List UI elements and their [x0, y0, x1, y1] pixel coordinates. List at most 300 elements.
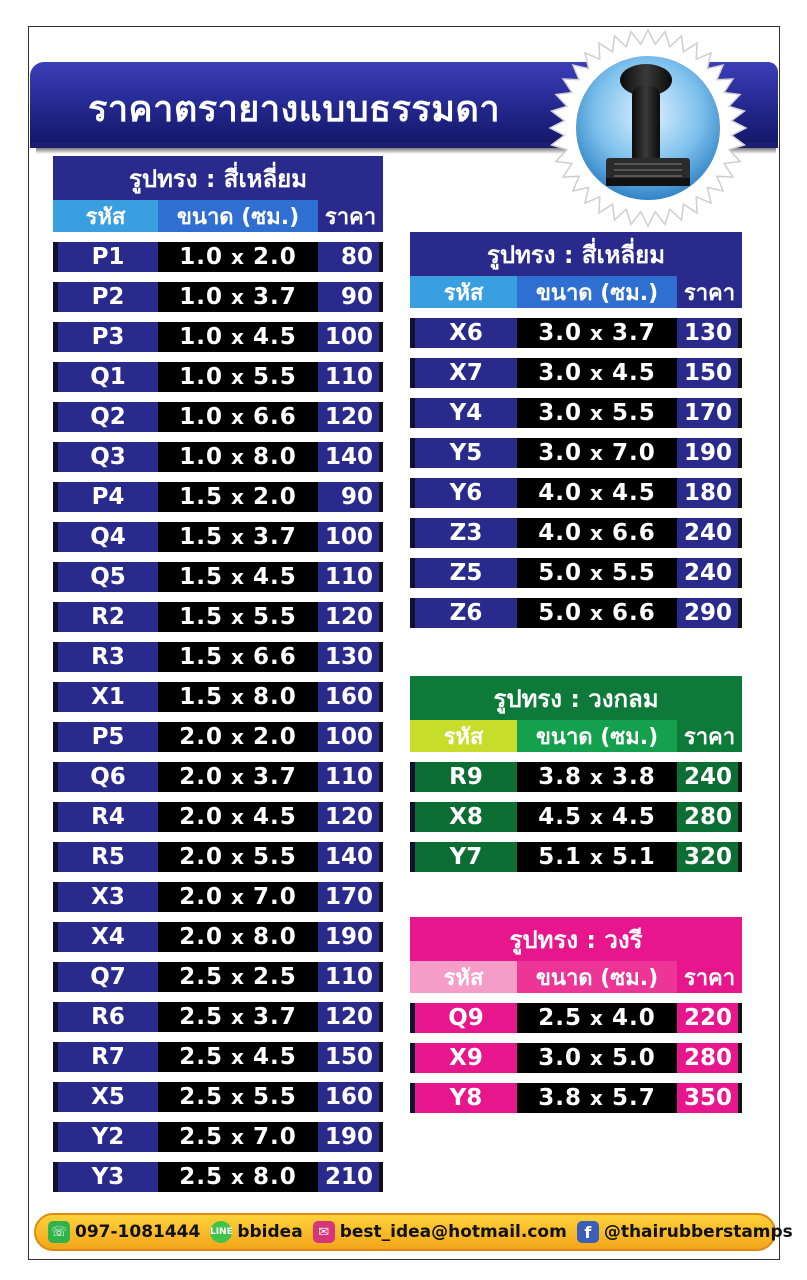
table-row [410, 398, 742, 428]
size-height: 5.1 [611, 844, 656, 870]
facebook-icon: f [577, 1221, 599, 1243]
size-separator: x [590, 401, 604, 425]
header-size: ขนาด (ซม.) [517, 961, 677, 993]
row-size [158, 402, 318, 432]
row-price: 190 [318, 922, 383, 952]
row-size [158, 922, 318, 952]
row-size [158, 882, 318, 912]
size-separator: x [231, 1125, 245, 1149]
row-size [517, 478, 677, 508]
table-title: รูปทรง : สี่เหลี่ยม [53, 156, 383, 200]
size-separator: x [231, 565, 245, 589]
size-width: 2.5 [179, 964, 224, 990]
row-code: P4 [53, 482, 158, 512]
size-height: 4.5 [252, 564, 297, 590]
size-height: 7.0 [252, 884, 297, 910]
size-width: 2.5 [179, 1164, 224, 1190]
size-height: 3.7 [252, 284, 297, 310]
row-size [158, 442, 318, 472]
row-price: 110 [318, 962, 383, 992]
size-width: 1.0 [179, 324, 224, 350]
size-width: 1.0 [179, 404, 224, 430]
table-row [410, 518, 742, 548]
header-price: ราคา [677, 961, 742, 993]
size-separator: x [231, 485, 245, 509]
row-price: 190 [318, 1122, 383, 1152]
header-size: ขนาด (ซม.) [158, 200, 318, 232]
table-row [53, 442, 383, 472]
size-height: 2.0 [252, 244, 297, 270]
row-price: 130 [318, 642, 383, 672]
size-height: 2.5 [252, 964, 297, 990]
size-height: 3.7 [611, 320, 656, 346]
row-size [158, 1122, 318, 1152]
size-height: 3.7 [252, 764, 297, 790]
size-width: 1.0 [179, 284, 224, 310]
row-size [158, 802, 318, 832]
size-separator: x [590, 765, 604, 789]
table-title: รูปทรง : วงรี [410, 917, 742, 961]
row-code: R4 [53, 802, 158, 832]
facebook-handle: @thairubberstamps [603, 1222, 793, 1242]
row-size [158, 1042, 318, 1072]
row-code: Q7 [53, 962, 158, 992]
email-address: best_idea@hotmail.com [339, 1222, 567, 1242]
row-code: P2 [53, 282, 158, 312]
size-separator: x [231, 925, 245, 949]
row-size [158, 682, 318, 712]
table-row [53, 482, 383, 512]
size-height: 3.7 [252, 524, 297, 550]
table-row [410, 598, 742, 628]
row-price: 190 [677, 438, 742, 468]
size-width: 5.0 [538, 560, 583, 586]
size-height: 2.0 [252, 724, 297, 750]
table-row [53, 842, 383, 872]
size-width: 3.0 [538, 440, 583, 466]
row-size [158, 762, 318, 792]
table-row [410, 1043, 742, 1073]
size-height: 5.5 [252, 844, 297, 870]
size-separator: x [590, 845, 604, 869]
size-height: 3.7 [252, 1004, 297, 1030]
header-price: ราคา [318, 200, 383, 232]
size-separator: x [231, 685, 245, 709]
row-price: 320 [677, 842, 742, 872]
size-separator: x [590, 361, 604, 385]
table-row [53, 242, 383, 272]
row-code: X1 [53, 682, 158, 712]
row-price: 240 [677, 762, 742, 792]
row-size [158, 962, 318, 992]
table-row [53, 882, 383, 912]
row-code: Y2 [53, 1122, 158, 1152]
size-width: 2.0 [179, 804, 224, 830]
size-width: 1.5 [179, 644, 224, 670]
size-width: 2.5 [179, 1044, 224, 1070]
contact-facebook[interactable] [577, 1221, 793, 1243]
table-square-left [53, 156, 383, 1192]
row-size [517, 802, 677, 832]
row-size [158, 562, 318, 592]
row-code: X9 [410, 1043, 517, 1073]
row-price: 170 [677, 398, 742, 428]
row-size [517, 762, 677, 792]
size-separator: x [231, 445, 245, 469]
mail-icon: ✉ [313, 1221, 335, 1243]
size-height: 7.0 [611, 440, 656, 466]
row-code: P1 [53, 242, 158, 272]
row-size [158, 1082, 318, 1112]
header-size: ขนาด (ซม.) [517, 276, 677, 308]
size-separator: x [231, 1165, 245, 1189]
row-code: P3 [53, 322, 158, 352]
contact-phone[interactable] [48, 1221, 200, 1243]
size-separator: x [590, 1006, 604, 1030]
row-price: 240 [677, 558, 742, 588]
row-price: 350 [677, 1083, 742, 1113]
size-separator: x [231, 645, 245, 669]
size-width: 1.5 [179, 564, 224, 590]
size-separator: x [590, 1046, 604, 1070]
size-height: 5.5 [611, 560, 656, 586]
size-separator: x [231, 1005, 245, 1029]
row-size [158, 722, 318, 752]
column-headers [53, 200, 383, 232]
header-code: รหัส [53, 200, 158, 232]
size-height: 4.5 [252, 804, 297, 830]
line-id: bbidea [237, 1222, 303, 1242]
size-width: 3.0 [538, 320, 583, 346]
size-height: 5.5 [252, 604, 297, 630]
row-price: 280 [677, 802, 742, 832]
contact-line[interactable] [210, 1221, 302, 1243]
size-width: 4.5 [538, 804, 583, 830]
table-row [53, 962, 383, 992]
line-icon: LINE [210, 1221, 232, 1243]
table-row [53, 762, 383, 792]
row-size [517, 518, 677, 548]
contact-footer [34, 1213, 793, 1251]
row-price: 120 [318, 1002, 383, 1032]
size-width: 5.1 [538, 844, 583, 870]
column-headers [410, 961, 742, 993]
header-code: รหัส [410, 961, 517, 993]
table-row [53, 562, 383, 592]
size-separator: x [231, 285, 245, 309]
table-row [53, 1162, 383, 1192]
rubber-stamp-icon [548, 28, 748, 228]
row-price: 280 [677, 1043, 742, 1073]
row-size [517, 1003, 677, 1033]
size-height: 4.5 [252, 1044, 297, 1070]
size-separator: x [231, 525, 245, 549]
table-row [53, 922, 383, 952]
row-code: Z6 [410, 598, 517, 628]
size-width: 2.0 [179, 884, 224, 910]
row-price: 130 [677, 318, 742, 348]
size-width: 5.0 [538, 600, 583, 626]
table-row [410, 802, 742, 832]
size-height: 6.6 [611, 520, 656, 546]
table-title: รูปทรง : วงกลม [410, 676, 742, 720]
phone-number: 097-1081444 [75, 1222, 201, 1242]
row-code: Y3 [53, 1162, 158, 1192]
phone-icon: ☏ [48, 1221, 70, 1243]
size-separator: x [590, 805, 604, 829]
size-width: 2.5 [179, 1124, 224, 1150]
table-row [53, 402, 383, 432]
row-code: Q3 [53, 442, 158, 472]
row-size [158, 1162, 318, 1192]
row-code: Q2 [53, 402, 158, 432]
row-size [517, 598, 677, 628]
row-price: 80 [318, 242, 383, 272]
row-price: 220 [677, 1003, 742, 1033]
size-height: 7.0 [252, 1124, 297, 1150]
row-code: X6 [410, 318, 517, 348]
row-code: Y5 [410, 438, 517, 468]
size-width: 3.8 [538, 1085, 583, 1111]
size-width: 3.0 [538, 360, 583, 386]
row-price: 110 [318, 562, 383, 592]
table-oval [410, 917, 742, 1113]
row-price: 160 [318, 682, 383, 712]
row-size [158, 242, 318, 272]
row-price: 120 [318, 402, 383, 432]
row-price: 120 [318, 802, 383, 832]
size-height: 5.5 [252, 1084, 297, 1110]
row-price: 180 [677, 478, 742, 508]
size-height: 4.0 [611, 1005, 656, 1031]
row-code: X8 [410, 802, 517, 832]
row-code: R7 [53, 1042, 158, 1072]
size-separator: x [231, 325, 245, 349]
size-width: 1.5 [179, 684, 224, 710]
table-row [53, 722, 383, 752]
size-height: 4.5 [611, 804, 656, 830]
page-title: ราคาตรายางแบบธรรมดา [88, 89, 501, 130]
row-price: 120 [318, 602, 383, 632]
row-price: 150 [677, 358, 742, 388]
size-height: 2.0 [252, 484, 297, 510]
size-width: 2.5 [179, 1004, 224, 1030]
size-separator: x [231, 725, 245, 749]
row-price: 240 [677, 518, 742, 548]
row-code: X3 [53, 882, 158, 912]
row-size [158, 842, 318, 872]
table-row [53, 1122, 383, 1152]
row-size [158, 602, 318, 632]
size-height: 8.0 [252, 444, 297, 470]
row-code: X7 [410, 358, 517, 388]
header-price: ราคา [677, 720, 742, 752]
size-width: 1.0 [179, 364, 224, 390]
size-separator: x [590, 321, 604, 345]
size-height: 5.5 [252, 364, 297, 390]
size-separator: x [231, 1045, 245, 1069]
table-row [53, 802, 383, 832]
size-width: 3.0 [538, 400, 583, 426]
table-row [53, 602, 383, 632]
row-code: R3 [53, 642, 158, 672]
row-size [517, 438, 677, 468]
row-code: Q9 [410, 1003, 517, 1033]
table-row [53, 362, 383, 392]
table-row [53, 642, 383, 672]
size-height: 8.0 [252, 684, 297, 710]
size-separator: x [231, 245, 245, 269]
size-separator: x [231, 365, 245, 389]
size-width: 1.5 [179, 524, 224, 550]
table-row [53, 1082, 383, 1112]
table-row [53, 282, 383, 312]
row-price: 110 [318, 762, 383, 792]
table-row [410, 842, 742, 872]
header-price: ราคา [677, 276, 742, 308]
row-size [158, 482, 318, 512]
size-width: 1.5 [179, 604, 224, 630]
size-width: 4.0 [538, 480, 583, 506]
row-price: 140 [318, 842, 383, 872]
size-separator: x [231, 885, 245, 909]
row-price: 90 [318, 482, 383, 512]
size-separator: x [231, 965, 245, 989]
table-row [53, 522, 383, 552]
row-code: R5 [53, 842, 158, 872]
size-height: 5.0 [611, 1045, 656, 1071]
table-row [410, 318, 742, 348]
row-price: 90 [318, 282, 383, 312]
row-size [158, 1002, 318, 1032]
row-size [158, 522, 318, 552]
row-code: Z5 [410, 558, 517, 588]
row-code: Z3 [410, 518, 517, 548]
table-row [410, 558, 742, 588]
row-price: 210 [318, 1162, 383, 1192]
row-code: Y6 [410, 478, 517, 508]
size-separator: x [590, 521, 604, 545]
row-size [517, 318, 677, 348]
size-height: 6.6 [252, 644, 297, 670]
row-size [517, 842, 677, 872]
size-width: 2.5 [179, 1084, 224, 1110]
table-row [53, 1042, 383, 1072]
row-size [158, 322, 318, 352]
size-height: 3.8 [611, 764, 656, 790]
size-height: 4.5 [252, 324, 297, 350]
row-size [517, 398, 677, 428]
row-price: 170 [318, 882, 383, 912]
size-width: 4.0 [538, 520, 583, 546]
row-size [517, 1043, 677, 1073]
row-code: R6 [53, 1002, 158, 1032]
row-price: 100 [318, 522, 383, 552]
row-size [517, 1083, 677, 1113]
row-size [517, 358, 677, 388]
header-size: ขนาด (ซม.) [517, 720, 677, 752]
column-headers [410, 720, 742, 752]
size-width: 2.0 [179, 844, 224, 870]
row-code: Y7 [410, 842, 517, 872]
size-separator: x [231, 805, 245, 829]
size-separator: x [231, 1085, 245, 1109]
table-row [53, 1002, 383, 1032]
table-row [53, 682, 383, 712]
size-separator: x [231, 605, 245, 629]
size-separator: x [590, 481, 604, 505]
size-width: 1.0 [179, 244, 224, 270]
table-row [410, 1083, 742, 1113]
row-price: 100 [318, 322, 383, 352]
size-width: 2.5 [538, 1005, 583, 1031]
table-row [410, 762, 742, 792]
row-code: X5 [53, 1082, 158, 1112]
table-row [410, 358, 742, 388]
column-headers [410, 276, 742, 308]
row-size [517, 558, 677, 588]
size-height: 4.5 [611, 360, 656, 386]
row-price: 290 [677, 598, 742, 628]
size-width: 1.0 [179, 444, 224, 470]
table-square-right [410, 232, 742, 628]
row-code: Q5 [53, 562, 158, 592]
size-height: 5.5 [611, 400, 656, 426]
size-separator: x [231, 405, 245, 429]
row-code: Y8 [410, 1083, 517, 1113]
size-separator: x [590, 1086, 604, 1110]
size-height: 8.0 [252, 1164, 297, 1190]
size-separator: x [590, 601, 604, 625]
row-size [158, 642, 318, 672]
size-separator: x [590, 561, 604, 585]
row-code: P5 [53, 722, 158, 752]
size-height: 8.0 [252, 924, 297, 950]
row-code: Q4 [53, 522, 158, 552]
row-code: R2 [53, 602, 158, 632]
size-width: 3.0 [538, 1045, 583, 1071]
table-round [410, 676, 742, 872]
table-title: รูปทรง : สี่เหลี่ยม [410, 232, 742, 276]
size-separator: x [231, 765, 245, 789]
table-row [410, 478, 742, 508]
row-size [158, 282, 318, 312]
row-code: Q1 [53, 362, 158, 392]
size-width: 2.0 [179, 724, 224, 750]
row-price: 110 [318, 362, 383, 392]
table-row [410, 438, 742, 468]
size-height: 6.6 [611, 600, 656, 626]
size-separator: x [590, 441, 604, 465]
size-width: 2.0 [179, 764, 224, 790]
size-width: 1.5 [179, 484, 224, 510]
row-code: X4 [53, 922, 158, 952]
row-price: 100 [318, 722, 383, 752]
contact-email[interactable] [313, 1221, 567, 1243]
size-width: 2.0 [179, 924, 224, 950]
size-height: 5.7 [611, 1085, 656, 1111]
table-row [410, 1003, 742, 1033]
header-code: รหัส [410, 720, 517, 752]
table-row [53, 322, 383, 352]
row-code: Q6 [53, 762, 158, 792]
row-price: 140 [318, 442, 383, 472]
size-height: 4.5 [611, 480, 656, 506]
row-size [158, 362, 318, 392]
row-price: 160 [318, 1082, 383, 1112]
row-price: 150 [318, 1042, 383, 1072]
header-code: รหัส [410, 276, 517, 308]
